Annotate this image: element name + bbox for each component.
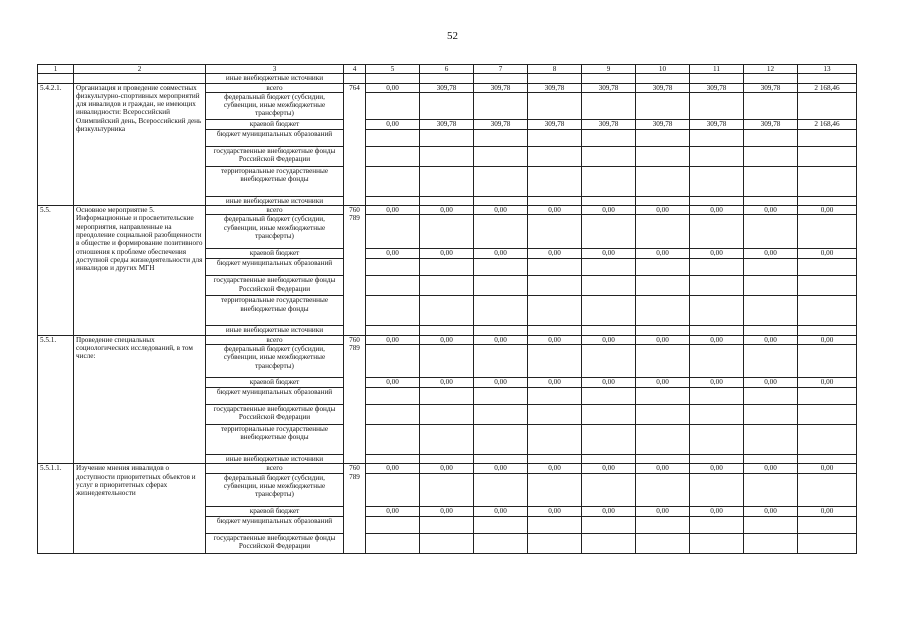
funding-source-other: иные внебюджетные источники [206,326,344,335]
regional-value: 0,00 [636,249,690,259]
column-header: 13 [798,65,857,74]
total-value: 0,00 [744,464,798,473]
empty-cell [582,92,636,119]
empty-cell [474,533,528,553]
total-value: 0,00 [690,206,744,215]
empty-cell [582,425,636,455]
regional-value: 309,78 [582,119,636,129]
empty-cell [798,516,857,533]
empty-cell [636,259,690,276]
empty-cell [528,455,582,464]
empty-cell [636,146,690,166]
empty-cell [744,129,798,146]
funding-source-state-funds: государственные внебюджетные фонды Российской Федерации [206,146,344,166]
total-value: 309,78 [636,83,690,92]
empty-cell [528,92,582,119]
empty-cell [582,388,636,405]
budget-table [37,64,857,554]
empty-cell [690,388,744,405]
empty-cell [744,146,798,166]
budget-code: 760 789 [344,464,366,553]
regional-value: 309,78 [744,119,798,129]
empty-cell [528,533,582,553]
total-value: 0,00 [528,335,582,344]
empty-cell [366,326,420,335]
empty-cell [528,259,582,276]
regional-value: 0,00 [690,249,744,259]
column-header: 2 [74,65,206,74]
total-value: 0,00 [690,464,744,473]
empty-cell [420,533,474,553]
empty-cell [744,259,798,276]
regional-value: 0,00 [366,506,420,516]
empty-cell [474,516,528,533]
empty-cell [420,276,474,296]
column-header: 9 [582,65,636,74]
empty-cell [744,388,798,405]
empty-cell [582,166,636,196]
empty-cell [690,405,744,425]
regional-value: 0,00 [636,506,690,516]
total-value: 0,00 [636,206,690,215]
empty-cell [744,533,798,553]
empty-cell [366,533,420,553]
funding-source-total: всего [206,206,344,215]
regional-value: 0,00 [420,249,474,259]
empty-cell [690,326,744,335]
carryover-row [38,74,857,83]
empty-cell [582,296,636,326]
empty-cell [582,146,636,166]
empty-cell [366,516,420,533]
empty-cell [636,129,690,146]
empty-cell [744,516,798,533]
empty-cell [420,388,474,405]
section-row [38,464,857,473]
empty-cell [366,425,420,455]
empty-cell [582,345,636,378]
total-value: 309,78 [474,83,528,92]
total-value: 0,00 [366,206,420,215]
regional-value: 0,00 [366,119,420,129]
regional-value: 0,00 [636,378,690,388]
regional-value: 0,00 [366,378,420,388]
regional-value: 0,00 [474,378,528,388]
funding-source-territorial: территориальные государственные внебюджетные фонды [206,296,344,326]
funding-source-regional: краевой бюджет [206,506,344,516]
empty-cell [582,473,636,506]
empty-cell [420,215,474,249]
budget-code: 764 [344,83,366,206]
empty-cell [690,345,744,378]
section-index: 5.5.1. [38,335,74,464]
empty-cell [420,196,474,205]
total-value: 0,00 [366,83,420,92]
funding-source-regional: краевой бюджет [206,119,344,129]
empty-cell [798,533,857,553]
budget-code: 760 789 [344,335,366,464]
section-title: Организация и проведение совместных физкультурно-спортивных мероприятий для инвалидов и граждан, не имеющих инвалидности: Всероссийский Олимпийский день, Всероссийский день физкультурника [74,83,206,206]
empty-cell [420,259,474,276]
funding-source-municipal: бюджет муниципальных образований [206,129,344,146]
empty-cell [636,405,690,425]
empty-cell [636,516,690,533]
empty-cell [744,92,798,119]
empty-cell [744,166,798,196]
empty-cell [528,388,582,405]
regional-value: 309,78 [636,119,690,129]
regional-value: 0,00 [366,249,420,259]
empty-cell [636,296,690,326]
section-title: Проведение специальных социологических исследований, в том числе: [74,335,206,464]
empty-cell [366,473,420,506]
total-value: 0,00 [528,464,582,473]
regional-value: 0,00 [420,506,474,516]
total-value: 309,78 [582,83,636,92]
empty-cell [798,388,857,405]
empty-cell [744,455,798,464]
empty-cell [420,146,474,166]
empty-cell [528,146,582,166]
funding-source-federal: федеральный бюджет (субсидии, субвенции, иные межбюджетные трансферты) [206,345,344,378]
empty-cell [690,276,744,296]
total-value: 0,00 [582,464,636,473]
section-index: 5.5. [38,206,74,336]
empty-cell [366,196,420,205]
regional-value: 0,00 [744,378,798,388]
funding-source-other: иные внебюджетные источники [206,196,344,205]
total-value: 0,00 [366,464,420,473]
funding-source-other: иные внебюджетные источники [206,455,344,464]
total-value: 309,78 [744,83,798,92]
empty-cell [690,215,744,249]
regional-value: 0,00 [798,249,857,259]
regional-value: 0,00 [528,249,582,259]
empty-cell [420,473,474,506]
funding-source-municipal: бюджет муниципальных образований [206,259,344,276]
total-value: 0,00 [528,206,582,215]
funding-source-territorial: территориальные государственные внебюджетные фонды [206,425,344,455]
total-value: 0,00 [798,206,857,215]
empty-cell [744,345,798,378]
empty-cell [798,326,857,335]
empty-cell [366,146,420,166]
funding-source-municipal: бюджет муниципальных образований [206,516,344,533]
column-header: 7 [474,65,528,74]
total-value: 0,00 [636,464,690,473]
empty-cell [366,215,420,249]
section-row [38,206,857,215]
empty-cell [474,196,528,205]
column-header: 4 [344,65,366,74]
total-value: 0,00 [798,335,857,344]
empty-cell [798,146,857,166]
empty-cell [636,345,690,378]
empty-cell [528,215,582,249]
total-value: 0,00 [636,335,690,344]
empty-cell [744,425,798,455]
empty-cell [474,388,528,405]
empty-cell [582,405,636,425]
empty-cell [420,405,474,425]
empty-cell [744,196,798,205]
empty-cell [420,455,474,464]
total-value: 309,78 [528,83,582,92]
empty-cell [636,276,690,296]
section-index: 5.5.1.1. [38,464,74,553]
empty-cell [420,129,474,146]
total-value: 0,00 [582,335,636,344]
empty-cell [582,129,636,146]
empty-cell [582,215,636,249]
regional-value: 0,00 [528,378,582,388]
empty-cell [420,345,474,378]
regional-value: 0,00 [744,249,798,259]
empty-cell [582,455,636,464]
empty-cell [690,516,744,533]
empty-cell [528,296,582,326]
empty-cell [690,533,744,553]
empty-cell [636,166,690,196]
empty-cell [582,276,636,296]
column-header: 1 [38,65,74,74]
total-value: 0,00 [582,206,636,215]
empty-cell [690,259,744,276]
regional-value: 0,00 [528,506,582,516]
empty-cell [636,92,690,119]
column-header-row [38,65,857,74]
empty-cell [798,345,857,378]
total-value: 0,00 [420,206,474,215]
regional-value: 0,00 [474,249,528,259]
empty-cell [366,296,420,326]
funding-source-territorial: территориальные государственные внебюджетные фонды [206,166,344,196]
empty-cell [582,533,636,553]
empty-cell [474,92,528,119]
empty-cell [690,166,744,196]
empty-cell [474,326,528,335]
page-number: 52 [447,30,458,42]
empty-cell [582,259,636,276]
empty-cell [744,276,798,296]
empty-cell [744,326,798,335]
empty-cell [798,166,857,196]
empty-cell [366,405,420,425]
empty-cell [798,215,857,249]
empty-cell [636,533,690,553]
section-row [38,83,857,92]
total-value: 2 168,46 [798,83,857,92]
empty-cell [636,388,690,405]
funding-source-federal: федеральный бюджет (субсидии, субвенции, иные межбюджетные трансферты) [206,473,344,506]
empty-cell [366,166,420,196]
empty-cell [798,473,857,506]
total-value: 0,00 [474,464,528,473]
regional-value: 0,00 [474,506,528,516]
empty-cell [528,326,582,335]
empty-cell [636,473,690,506]
regional-value: 0,00 [582,378,636,388]
empty-cell [636,326,690,335]
empty-cell [366,276,420,296]
regional-value: 0,00 [744,506,798,516]
column-header: 8 [528,65,582,74]
funding-source-total: всего [206,335,344,344]
source-label: иные внебюджетные источники [206,74,344,83]
empty-cell [420,516,474,533]
regional-value: 2 168,46 [798,119,857,129]
section-title: Изучение мнения инвалидов о доступности приоритетных объектов и услуг в приоритетных сферах жизнедеятельности [74,464,206,553]
empty-cell [690,129,744,146]
total-value: 0,00 [690,335,744,344]
empty-cell [528,196,582,205]
total-value: 0,00 [474,335,528,344]
total-value: 0,00 [366,335,420,344]
empty-cell [798,296,857,326]
empty-cell [420,296,474,326]
regional-value: 309,78 [690,119,744,129]
empty-cell [582,196,636,205]
total-value: 0,00 [474,206,528,215]
empty-cell [582,516,636,533]
empty-cell [744,405,798,425]
empty-cell [474,473,528,506]
empty-cell [366,129,420,146]
empty-cell [636,215,690,249]
empty-cell [798,259,857,276]
empty-cell [528,473,582,506]
funding-source-regional: краевой бюджет [206,378,344,388]
empty-cell [474,425,528,455]
empty-cell [474,405,528,425]
funding-source-state-funds: государственные внебюджетные фонды Российской Федерации [206,405,344,425]
funding-source-regional: краевой бюджет [206,249,344,259]
empty-cell [366,345,420,378]
funding-source-federal: федеральный бюджет (субсидии, субвенции, иные межбюджетные трансферты) [206,92,344,119]
total-value: 0,00 [420,335,474,344]
total-value: 0,00 [744,335,798,344]
empty-cell [636,196,690,205]
funding-source-state-funds: государственные внебюджетные фонды Российской Федерации [206,276,344,296]
empty-cell [474,345,528,378]
budget-code: 760 789 [344,206,366,336]
section-row [38,335,857,344]
regional-value: 0,00 [798,506,857,516]
regional-value: 0,00 [582,506,636,516]
column-header: 11 [690,65,744,74]
regional-value: 309,78 [528,119,582,129]
empty-cell [528,516,582,533]
total-value: 0,00 [420,464,474,473]
empty-cell [366,259,420,276]
empty-cell [744,296,798,326]
section-title: Основное мероприятие 5. Информационные и просветительские мероприятия, направленные на преодоление социальной разобщенности в обществе и формирование позитивного отношения к проблеме обеспечения доступной среды жизнедеятельности для инвалидов и других МГН [74,206,206,336]
empty-cell [474,276,528,296]
funding-source-total: всего [206,83,344,92]
empty-cell [420,326,474,335]
regional-value: 0,00 [582,249,636,259]
empty-cell [690,296,744,326]
empty-cell [474,166,528,196]
empty-cell [636,425,690,455]
empty-cell [798,196,857,205]
empty-cell [690,146,744,166]
empty-cell [798,405,857,425]
column-header: 5 [366,65,420,74]
empty-cell [366,92,420,119]
empty-cell [528,405,582,425]
empty-cell [528,276,582,296]
funding-source-total: всего [206,464,344,473]
total-value: 309,78 [690,83,744,92]
empty-cell [690,92,744,119]
empty-cell [798,455,857,464]
empty-cell [528,129,582,146]
empty-cell [474,455,528,464]
empty-cell [582,326,636,335]
empty-cell [528,345,582,378]
total-value: 0,00 [798,464,857,473]
funding-source-federal: федеральный бюджет (субсидии, субвенции, иные межбюджетные трансферты) [206,215,344,249]
empty-cell [690,196,744,205]
empty-cell [420,425,474,455]
empty-cell [366,388,420,405]
funding-source-municipal: бюджет муниципальных образований [206,388,344,405]
section-index: 5.4.2.1. [38,83,74,206]
empty-cell [690,425,744,455]
empty-cell [744,473,798,506]
empty-cell [636,455,690,464]
regional-value: 0,00 [798,378,857,388]
regional-value: 0,00 [690,378,744,388]
regional-value: 0,00 [690,506,744,516]
total-value: 309,78 [420,83,474,92]
column-header: 10 [636,65,690,74]
regional-value: 309,78 [420,119,474,129]
empty-cell [528,425,582,455]
empty-cell [474,296,528,326]
column-header: 3 [206,65,344,74]
empty-cell [798,129,857,146]
empty-cell [366,455,420,464]
empty-cell [420,92,474,119]
empty-cell [798,425,857,455]
empty-cell [474,259,528,276]
empty-cell [798,92,857,119]
empty-cell [474,215,528,249]
empty-cell [690,455,744,464]
funding-source-state-funds: государственные внебюджетные фонды Российской Федерации [206,533,344,553]
empty-cell [798,276,857,296]
empty-cell [528,166,582,196]
column-header: 6 [420,65,474,74]
empty-cell [744,215,798,249]
column-header: 12 [744,65,798,74]
empty-cell [474,129,528,146]
regional-value: 309,78 [474,119,528,129]
empty-cell [474,146,528,166]
total-value: 0,00 [744,206,798,215]
empty-cell [420,166,474,196]
regional-value: 0,00 [420,378,474,388]
empty-cell [690,473,744,506]
